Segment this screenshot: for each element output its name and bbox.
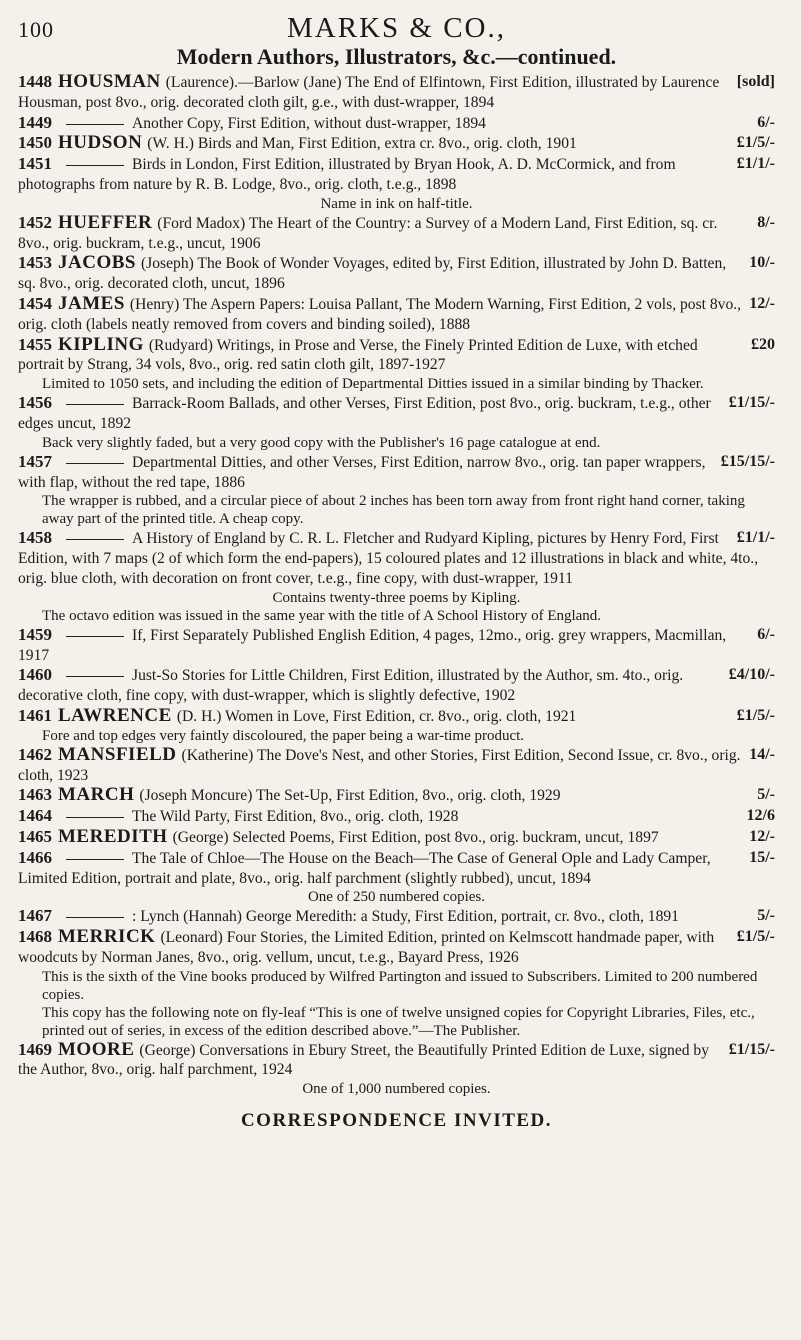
entry-price: 6/- — [757, 113, 775, 131]
entry-number: 1461 — [18, 705, 52, 725]
entry-price: 12/- — [749, 827, 775, 845]
catalogue-entry — [18, 72, 775, 113]
entry-number: 1467 — [18, 906, 52, 926]
entry-description: : Lynch (Hannah) George Meredith: a Study, First Edition, portrait, cr. 8vo., cloth, 1891 — [132, 908, 679, 926]
entry-number: 1465 — [18, 826, 52, 846]
entry-author: MEREDITH — [58, 825, 168, 847]
entry-price: £4/10/- — [728, 666, 775, 684]
entry-description: Birds in London, First Edition, illustrated by Bryan Hook, A. D. McCormick, and from photographs from nature by R. B. Lodge, 8vo., orig. cloth, t.e.g., 1898 — [18, 156, 676, 193]
entry-author: JAMES — [58, 292, 125, 314]
catalogue-entry — [18, 785, 775, 806]
entry-description: If, First Separately Published English Edition, 4 pages, 12mo., orig. grey wrappers, Macmillan, 1917 — [18, 626, 727, 664]
entry-number: 1455 — [18, 334, 52, 354]
entry-price: 5/- — [757, 786, 775, 804]
ditto-rule — [66, 676, 124, 677]
ditto-rule — [66, 463, 124, 464]
entry-number: 1449 — [18, 112, 52, 132]
entry-description: A History of England by C. R. L. Fletcher and Rudyard Kipling, pictures by Henry Ford, First Edition, with 7 maps (2 of which form the end-papers), 15 coloured plates and 12 illustrations in black and white, 4to., orig. blue cloth, with decoration on front cover, t.e.g., fine copy, with dust-wrapper, 1911 — [18, 530, 759, 587]
catalogue-entry — [18, 113, 775, 134]
catalogue-entry — [18, 335, 775, 394]
entry-price: 15/- — [749, 848, 775, 866]
entry-author: MOORE — [58, 1038, 135, 1060]
entry-price: 5/- — [757, 907, 775, 925]
catalogue-entry — [18, 906, 775, 927]
entry-note: This is the sixth of the Vine books produced by Wilfred Partington and issued to Subscribers. Limited to 200 numbered copies. — [42, 968, 758, 1003]
entry-number: 1448 — [18, 72, 52, 91]
ditto-rule — [66, 817, 124, 818]
page-number: 100 — [18, 17, 54, 42]
entry-price: £1/5/- — [736, 134, 775, 152]
entry-number: 1462 — [18, 744, 52, 764]
entry-description: The Wild Party, First Edition, 8vo., orig. cloth, 1928 — [132, 808, 459, 826]
entry-price: 12/6 — [746, 807, 775, 825]
entry-description: Barrack-Room Ballads, and other Verses, First Edition, post 8vo., orig. buckram, t.e.g., other edges uncut, 1892 — [18, 395, 711, 432]
ditto-rule — [66, 404, 124, 405]
entry-description: (Katherine) The Dove's Nest, and other Stories, First Edition, Second Issue, cr. 8vo., orig. cloth, 1923 — [18, 746, 741, 784]
footer-note: CORRESPONDENCE INVITED. — [240, 1110, 553, 1132]
catalogue-entry — [18, 745, 775, 786]
catalogue-entry — [18, 393, 775, 452]
entry-note: Back very slightly faded, but a very good copy with the Publisher's 16 page catalogue at end. — [42, 434, 601, 451]
entry-description: (Rudyard) Writings, in Prose and Verse, the Finely Printed Edition de Luxe, with etched portrait by Strang, 34 vols, 8vo., orig. red satin cloth gilt, 1897-1927 — [18, 336, 698, 374]
entry-price: £20 — [751, 335, 775, 353]
entry-number: 1468 — [18, 927, 52, 947]
entry-author: LAWRENCE — [58, 704, 172, 726]
entry-number: 1458 — [18, 528, 52, 548]
entry-description: (Joseph Moncure) The Set-Up, First Edition, 8vo., orig. cloth, 1929 — [139, 787, 561, 805]
entry-description: (W. H.) Birds and Man, First Edition, extra cr. 8vo., orig. cloth, 1901 — [147, 135, 577, 153]
catalogue-entry — [18, 927, 775, 1040]
ditto-rule — [66, 636, 124, 637]
entry-note: The wrapper is rubbed, and a circular piece of about 2 inches has been torn away from front right hand corner, taking away part of the printed title. A cheap copy. — [42, 493, 745, 528]
entry-number: 1459 — [18, 624, 52, 644]
entry-description: Just-So Stories for Little Children, First Edition, illustrated by the Author, sm. 4to., orig. decorative cloth, fine copy, with dust-wrapper, which is slightly defective, 1902 — [18, 667, 684, 705]
entry-price: 14/- — [749, 745, 775, 763]
entry-description: Another Copy, First Edition, without dust-wrapper, 1894 — [132, 114, 486, 132]
entry-author: MERRICK — [58, 926, 156, 948]
entry-price: £1/1/- — [736, 529, 775, 547]
entry-note: This copy has the following note on fly-leaf “This is one of twelve unsigned copies for Copyright Libraries, Files, etc., printed out of series, in excess of the edition described above.”—The Publisher. — [42, 1004, 755, 1039]
entry-price: 12/- — [749, 294, 775, 312]
catalogue-entry — [18, 154, 775, 213]
ditto-rule — [66, 124, 124, 125]
entry-number: 1453 — [18, 253, 52, 273]
catalogue-entry — [18, 253, 775, 294]
catalogue-entry — [18, 848, 775, 907]
entry-number: 1464 — [18, 806, 52, 826]
entry-number: 1450 — [18, 133, 52, 153]
ditto-rule — [66, 859, 124, 860]
catalogue-entry — [18, 213, 775, 254]
entry-number: 1457 — [18, 451, 52, 471]
entry-number: 1469 — [18, 1039, 52, 1059]
catalogue-entry — [18, 665, 775, 706]
entry-number: 1452 — [18, 212, 52, 232]
entry-description: The Tale of Chloe—The House on the Beach—The Case of General Ople and Lady Camper, Limited Edition, portrait and plate, 8vo., orig. half parchment (slightly rubbed), uncut, 1894 — [18, 849, 711, 887]
running-head: MARKS & CO., — [287, 12, 506, 44]
entry-price: 6/- — [757, 625, 775, 643]
catalogue-entry — [18, 706, 775, 745]
entry-price: 8/- — [757, 213, 775, 231]
entry-note: Name in ink on half-title. — [320, 195, 473, 212]
entry-author: MARCH — [58, 784, 135, 806]
ditto-rule — [66, 917, 124, 918]
catalogue-entry — [18, 133, 775, 154]
catalogue-entry — [18, 294, 775, 335]
entry-price: £1/15/- — [728, 1040, 775, 1058]
entry-author: HUDSON — [58, 132, 143, 154]
entry-description: (George) Conversations in Ebury Street, the Beautifully Printed Edition de Luxe, signed by the Author, 8vo., orig. half parchment, 1924 — [18, 1041, 710, 1079]
section-title: Modern Authors, Illustrators, &c.—continued. — [176, 44, 617, 69]
entry-note: One of 250 numbered copies. — [307, 889, 486, 906]
entry-price: £1/5/- — [736, 706, 775, 724]
entry-author: KIPLING — [58, 333, 144, 355]
catalogue-entry — [18, 1040, 775, 1099]
ditto-rule — [66, 539, 124, 540]
entry-description: (Ford Madox) The Heart of the Country: a Survey of a Modern Land, First Edition, sq. cr. 8vo., orig. buckram, t.e.g., uncut, 1906 — [18, 214, 718, 252]
entry-author: MANSFIELD — [58, 743, 177, 765]
entry-description: (Leonard) Four Stories, the Limited Edition, printed on Kelmscott handmade paper, with woodcuts by Norman Janes, 8vo., orig. vellum, uncut, t.e.g., Bayard Press, 1926 — [18, 929, 715, 966]
entry-price: £15/15/- — [720, 452, 775, 470]
entry-number: 1463 — [18, 785, 52, 805]
entry-note: Fore and top edges very faintly discoloured, the paper being a war-time product. — [42, 727, 525, 744]
entry-author: JACOBS — [58, 252, 136, 274]
entry-number: 1454 — [18, 293, 52, 313]
page-header — [18, 12, 775, 42]
entry-description: (Henry) The Aspern Papers: Louisa Pallant, The Modern Warning, First Edition, 2 vols, post 8vo., orig. cloth (labels neatly removed from covers and binding soiled), 1888 — [18, 295, 742, 333]
entry-price: [sold] — [736, 73, 775, 90]
entry-description: (Laurence).—Barlow (Jane) The End of Elfintown, First Edition, illustrated by Laurence Housman, post 8vo., orig. decorated cloth gilt, g.e., with dust-wrapper, 1894 — [18, 74, 720, 111]
catalogue-entry — [18, 528, 775, 624]
entry-note: Contains twenty-three poems by Kipling. — [272, 589, 521, 606]
ditto-rule — [66, 165, 124, 166]
entry-number: 1451 — [18, 154, 52, 174]
entry-number: 1466 — [18, 847, 52, 867]
catalogue-entry — [18, 806, 775, 827]
entry-author: HOUSMAN — [58, 71, 161, 92]
entry-price: £1/15/- — [728, 394, 775, 412]
entry-number: 1456 — [18, 393, 52, 413]
entry-number: 1460 — [18, 665, 52, 685]
entry-price: £1/1/- — [736, 155, 775, 173]
entry-description: (Joseph) The Book of Wonder Voyages, edited by, First Edition, illustrated by John D. Batten, sq. 8vo., orig. decorated cloth, uncut, 1896 — [18, 255, 727, 293]
entry-author: HUEFFER — [58, 211, 153, 233]
entry-description: Departmental Ditties, and other Verses, First Edition, narrow 8vo., orig. tan paper wrappers, with flap, without the red tape, 1886 — [18, 453, 706, 491]
entry-price: £1/5/- — [736, 928, 775, 946]
entry-description: (George) Selected Poems, First Edition, post 8vo., orig. buckram, uncut, 1897 — [172, 828, 659, 846]
entry-description: (D. H.) Women in Love, First Edition, cr. 8vo., orig. cloth, 1921 — [176, 707, 577, 725]
entry-note: Limited to 1050 sets, and including the edition of Departmental Ditties issued in a similar binding by Thacker. — [42, 376, 704, 393]
catalogue-entry — [18, 827, 775, 848]
entry-note: The octavo edition was issued in the same year with the title of A School History of England. — [42, 607, 602, 624]
entry-list — [18, 72, 775, 1098]
catalogue-entry — [18, 625, 775, 666]
entry-price: 10/- — [749, 254, 775, 272]
entry-note: One of 1,000 numbered copies. — [302, 1081, 491, 1098]
catalogue-entry — [18, 452, 775, 529]
